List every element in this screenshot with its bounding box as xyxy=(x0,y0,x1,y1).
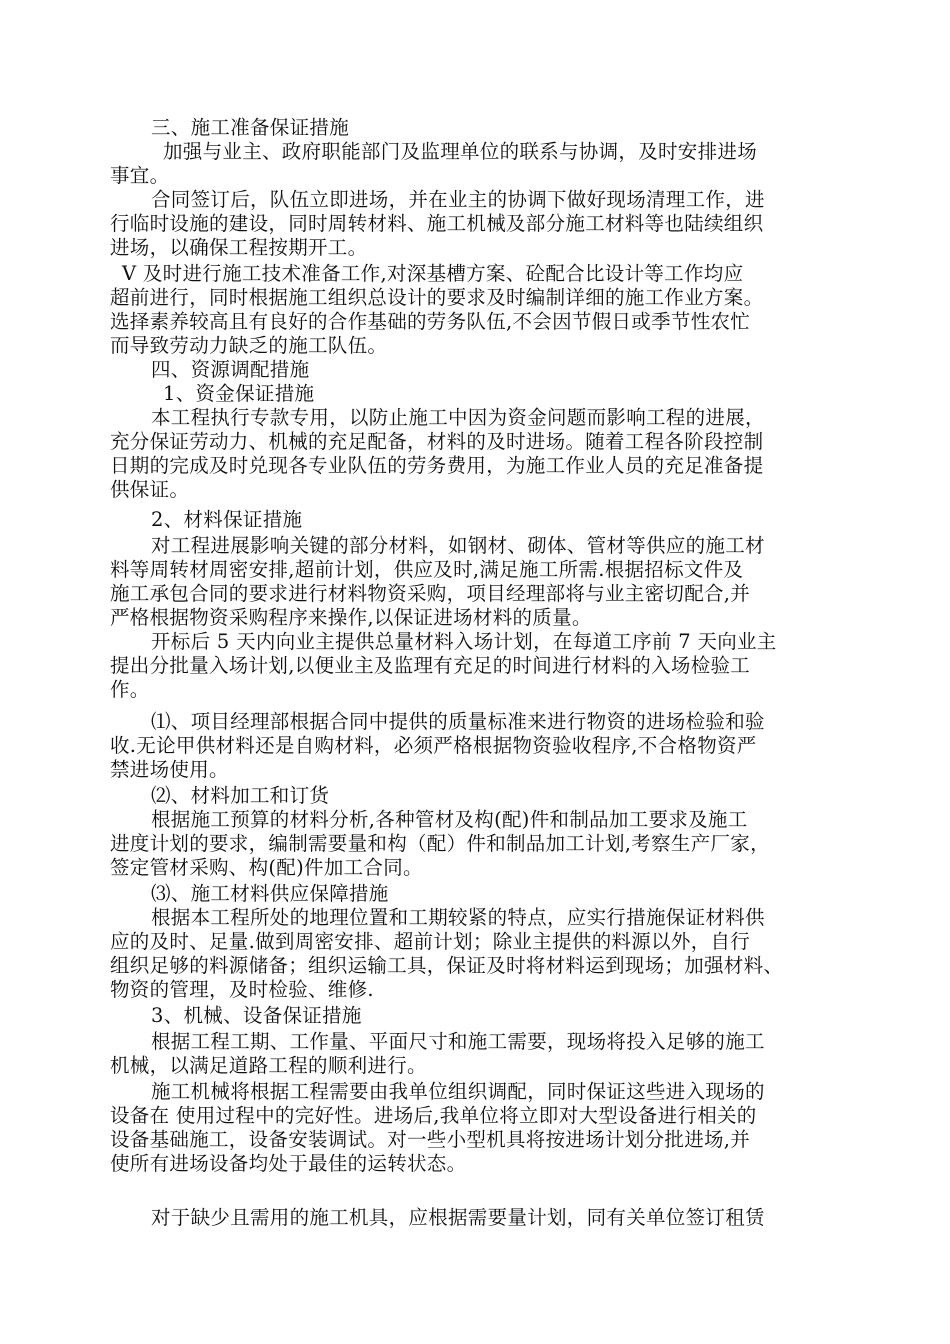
paragraph-line: 根据工程工期、工作量、平面尺寸和施工需要，现场将投入足够的施工 xyxy=(151,1030,765,1053)
paragraph-line: 严格根据物资采购程序来操作,以保证进场材料的质量。 xyxy=(110,606,592,629)
paragraph-line: 合同签订后，队伍立即进场，并在业主的协调下做好现场清理工作，进 xyxy=(151,188,765,211)
subsection-heading-1: 1、资金保证措施 xyxy=(163,382,315,405)
paragraph-line: 供保证。 xyxy=(110,478,190,501)
list-heading: ⑵、材料加工和订货 xyxy=(151,784,330,807)
paragraph-line: ⑴、项目经理部根据合同中提供的质量标准来进行物资的进场检验和验 xyxy=(151,710,765,733)
paragraph-line: 应的及时、足量.做到周密安排、超前计划；除业主提供的料源以外，自行 xyxy=(110,930,751,953)
section-heading-4: 四、资源调配措施 xyxy=(151,358,310,381)
paragraph-line: 而导致劳动力缺乏的施工队伍。 xyxy=(110,334,388,357)
paragraph-line: 开标后 5 天内向业主提供总量材料入场计划，在每道工序前 7 天向业主 xyxy=(151,630,777,653)
paragraph-line: 进场，以确保工程按期开工。 xyxy=(110,236,368,259)
list-heading: ⑶、施工材料供应保障措施 xyxy=(151,882,389,905)
paragraph-line: 根据施工预算的材料分析,各种管材及构(配)件和制品加工要求及施工 xyxy=(151,808,748,831)
paragraph-line: 禁进场使用。 xyxy=(110,758,229,781)
paragraph-line: 设备在 使用过程中的完好性。进场后,我单位将立即对大型设备进行相关的 xyxy=(110,1104,757,1127)
paragraph-line: 机械，以满足道路工程的顺利进行。 xyxy=(110,1054,427,1077)
paragraph-line: 料等周转材周密安排,超前计划，供应及时,满足施工所需.根据招标文件及 xyxy=(110,558,744,581)
paragraph-line: 日期的完成及时兑现各专业队伍的劳务费用，为施工作业人员的充足准备提 xyxy=(110,454,764,477)
subsection-heading-2: 2、材料保证措施 xyxy=(151,508,303,531)
section-heading-3: 三、施工准备保证措施 xyxy=(151,116,350,139)
paragraph-line: 超前进行，同时根据施工组织总设计的要求及时编制详细的施工作业方案。 xyxy=(110,286,764,309)
paragraph-line: 施工承包合同的要求进行材料物资采购，项目经理部将与业主密切配合,并 xyxy=(110,582,751,605)
paragraph-line: 加强与业主、政府职能部门及监理单位的联系与协调，及时安排进场 xyxy=(163,140,758,163)
paragraph-line: 提出分批量入场计划,以便业主及监理有充足的时间进行材料的入场检验工 xyxy=(110,654,751,677)
paragraph-line: 作。 xyxy=(110,678,150,701)
paragraph-line: 行临时设施的建设，同时周转材料、施工机械及部分施工材料等也陆续组织 xyxy=(110,212,764,235)
paragraph-line: 签定管材采购、构(配)件加工合同。 xyxy=(110,856,423,879)
paragraph-line: 收.无论甲供材料还是自购材料，必须严格根据物资验收程序,不合格物资严 xyxy=(110,734,757,757)
paragraph-line: 设备基础施工，设备安装调试。对一些小型机具将按进场计划分批进场,并 xyxy=(110,1128,751,1151)
paragraph-line: 对于缺少且需用的施工机具，应根据需要量计划，同有关单位签订租赁 xyxy=(151,1206,765,1229)
paragraph-line: V 及时进行施工技术准备工作,对深基槽方案、砼配合比设计等工作均应 xyxy=(122,262,744,285)
paragraph-line: 物资的管理，及时检验、维修. xyxy=(110,978,374,1001)
paragraph-line: 施工机械将根据工程需要由我单位组织调配，同时保证这些进入现场的 xyxy=(151,1080,765,1103)
paragraph-line: 组织足够的料源储备；组织运输工具，保证及时将材料运到现场；加强材料、 xyxy=(110,954,784,977)
paragraph-line: 进度计划的要求，编制需要量和构（配）件和制品加工计划,考察生产厂家， xyxy=(110,832,770,855)
paragraph-line: 使所有进场设备均处于最佳的运转状态。 xyxy=(110,1152,467,1175)
paragraph-line: 对工程进展影响关键的部分材料，如钢材、砌体、管材等供应的施工材 xyxy=(151,534,765,557)
paragraph-line: 根据本工程所处的地理位置和工期较紧的特点，应实行措施保证材料供 xyxy=(151,906,765,929)
paragraph-line: 事宜。 xyxy=(110,164,170,187)
paragraph-line: 选择素养较高且有良好的合作基础的劳务队伍,不会因节假日或季节性农忙 xyxy=(110,310,751,333)
paragraph-line: 本工程执行专款专用，以防止施工中因为资金问题而影响工程的进展， xyxy=(151,406,765,429)
subsection-heading-3: 3、机械、设备保证措施 xyxy=(151,1004,362,1027)
paragraph-line: 充分保证劳动力、机械的充足配备，材料的及时进场。随着工程各阶段控制 xyxy=(110,430,764,453)
